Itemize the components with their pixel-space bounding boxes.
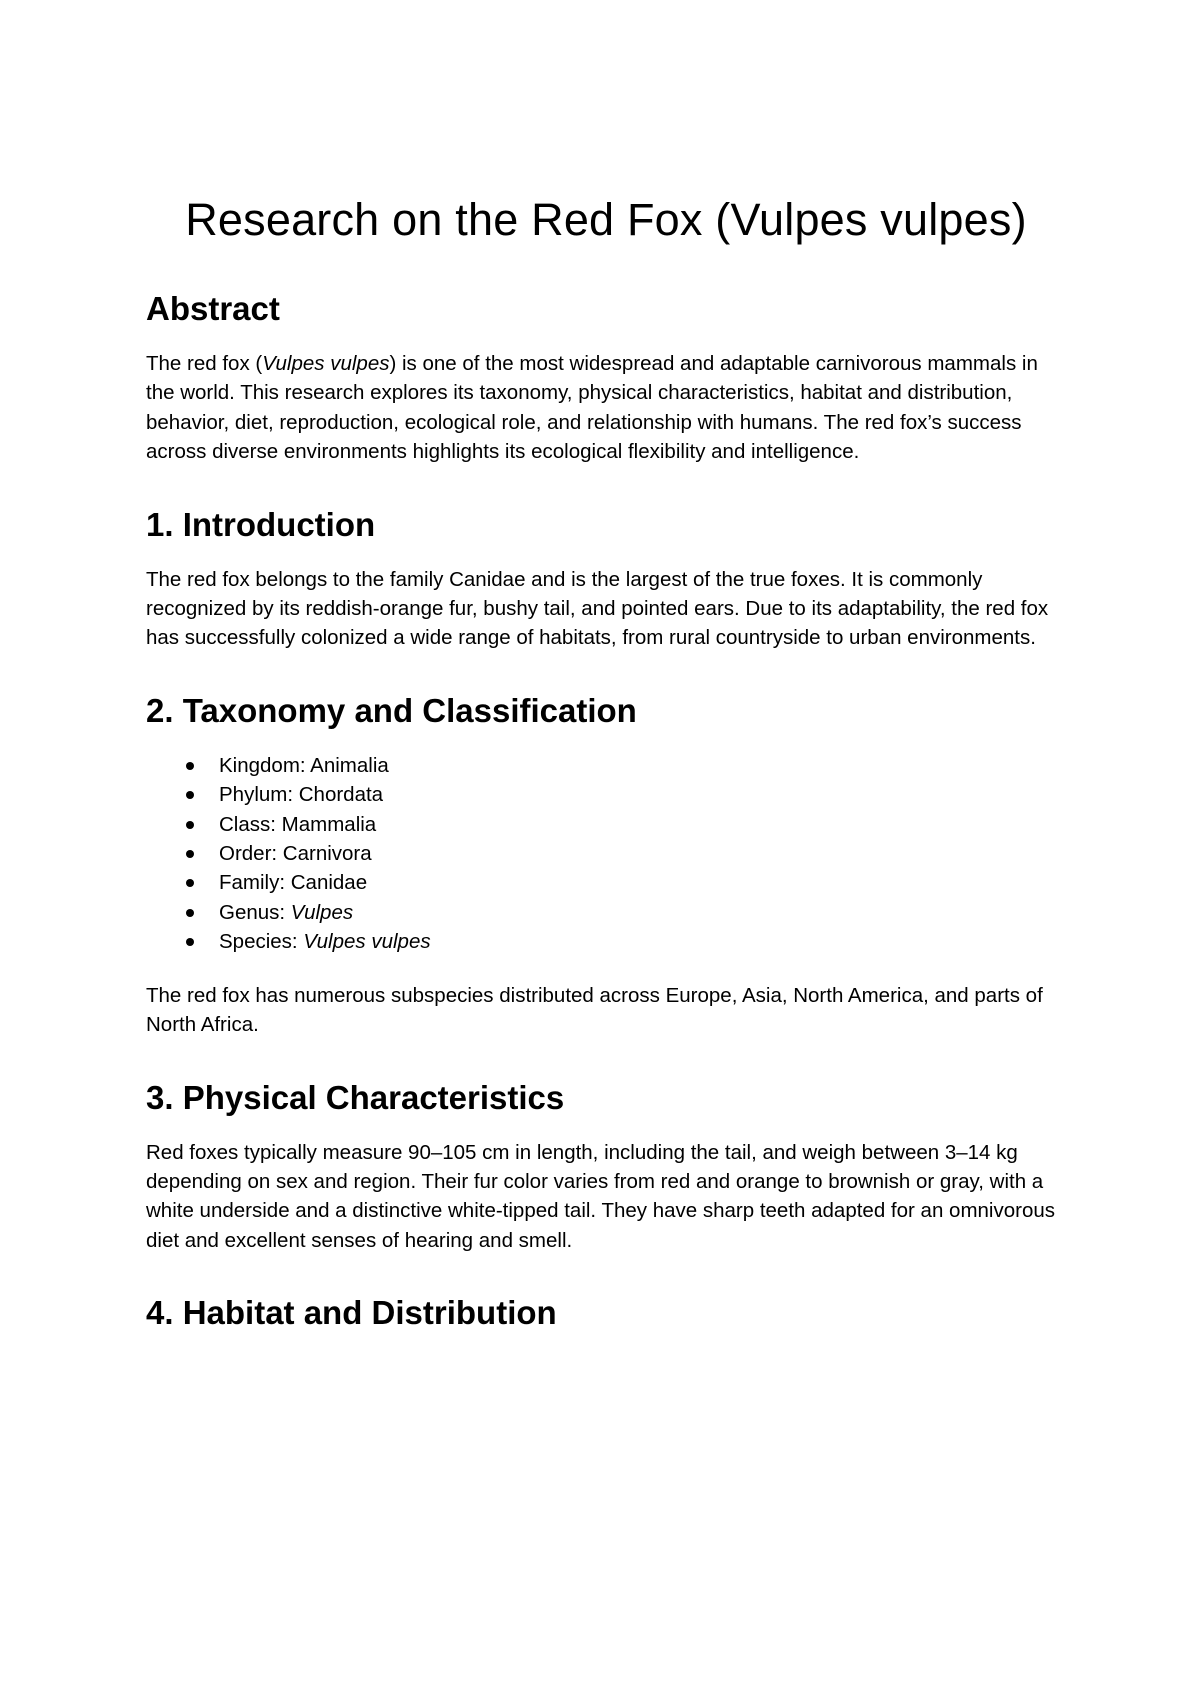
abstract-paragraph [146,349,1066,467]
taxonomy-heading: 2. Taxonomy and Classification [146,691,637,729]
physical-paragraph: Red foxes typically measure 90–105 cm in length, including the tail, and weigh between 3–14 kg depending on sex and region. Their fur color varies from red and orange to brownish or gray, with a white underside and a distinctive white-tipped tail. They have sharp teeth adapted for an omnivorous diet and excellent senses of hearing and smell. [146,1140,1056,1252]
taxonomy-label: Class: [219,812,282,836]
taxonomy-list-item [146,898,1066,927]
bullet-icon [186,938,194,946]
taxonomy-label: Order: [219,842,283,866]
taxonomy-list-item [146,868,1066,897]
habitat-heading: 4. Habitat and Distribution [146,1294,557,1332]
taxonomy-value: Canidae [290,871,368,895]
bullet-icon [186,909,194,917]
abstract-text-before: The red fox ( [146,352,263,375]
introduction-heading: 1. Introduction [146,505,376,543]
abstract-text-after: ) is one of the most widespread and adaptable carnivorous mammals in the world. This research explores its taxonomy, physical characteristics, habitat and distribution, behavior, diet, reproduction, ecological role, and relationship with humans. The red fox’s success across diverse environments highlights its ecological flexibility and intelligence. [146,352,1038,464]
taxonomy-list-item [146,927,1066,956]
taxonomy-value: Carnivora [282,842,372,866]
taxonomy-list-item [146,839,1066,868]
taxonomy-paragraph: The red fox has numerous subspecies distributed across Europe, Asia, North America, and parts of North Africa. [146,983,1043,1037]
bullet-icon [186,762,194,770]
taxonomy-list-item [146,751,1066,780]
taxonomy-value: Chordata [298,783,384,807]
taxonomy-list [146,751,1066,957]
taxonomy-list-item [146,780,1066,809]
abstract-italic-species: Vulpes vulpes [262,352,390,375]
taxonomy-value: Animalia [310,753,389,777]
introduction-paragraph: The red fox belongs to the family Canidae and is the largest of the true foxes. It is commonly recognized by its reddish-orange fur, bushy tail, and pointed ears. Due to its adaptability, the red fox has successfully colonized a wide range of habitats, from rural countryside to urban environments. [146,567,1049,650]
document-title: Research on the Red Fox (Vulpes vulpes) [185,194,1027,245]
taxonomy-value-italic: Vulpes [290,900,354,924]
taxonomy-label: Family: [219,871,291,895]
taxonomy-value: Mammalia [281,812,377,836]
taxonomy-value-italic: Vulpes vulpes [303,930,431,954]
bullet-icon [186,879,194,887]
taxonomy-label: Genus: [219,900,291,924]
taxonomy-label: Phylum: [219,783,299,807]
bullet-icon [186,850,194,858]
abstract-heading: Abstract [146,290,280,327]
document-content [146,188,1066,1333]
taxonomy-label: Kingdom: [219,753,311,777]
taxonomy-list-item [146,810,1066,839]
bullet-icon [186,821,194,829]
bullet-icon [186,791,194,799]
taxonomy-label: Species: [219,930,304,954]
physical-heading: 3. Physical Characteristics [146,1078,565,1116]
